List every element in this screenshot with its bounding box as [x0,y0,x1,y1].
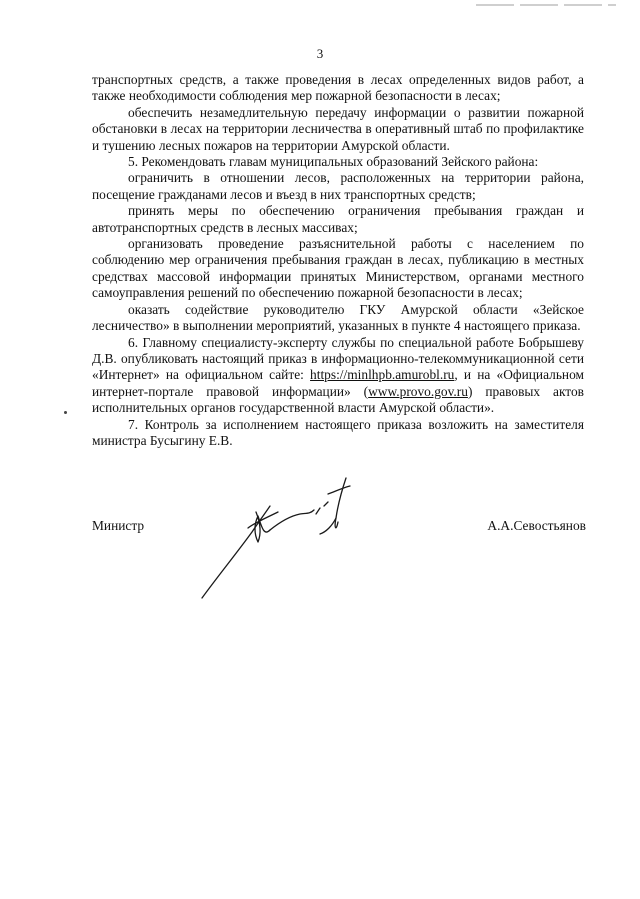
handwritten-signature [196,472,366,604]
ministry-site-link[interactable]: https://minlhpb.amurobl.ru [310,367,455,383]
item-6-text-b: , и на «Официальном интернет-портале правовой информации» ( [92,367,585,399]
paragraph-continuation: транспортных средств, а также проведения в лесах определенных видов работ, а также необходимости соблюдения мер пожарной безопасности в лесах; [92,72,584,104]
page-number: 3 [316,46,324,61]
scan-artifact [476,4,616,6]
paragraph-item-5: 5. Рекомендовать главам муниципальных образований Зейского района: [128,154,539,170]
paragraph-restrict-forests: ограничить в отношении лесов, расположенных на территории района, посещение гражданами лесов и въезд в них транспортных средств; [92,170,584,202]
signatory-name: А.А.Севостьянов [487,518,586,533]
item-6-text-c: ) правовых актов исполнительных органов государственной власти Амурской области». [92,383,584,416]
paragraph-assist: оказать содействие руководителю ГКУ Амурской области «Зейское лесничество» в выполнении мероприятий, указанных в пункте 4 настоящего приказа. [92,301,584,334]
paragraph-outreach: организовать проведение разъяснительной работы с населением по соблюдению мер ограничения пребывания граждан в лесах, публикацию в местных средствах массовой информации принятых Министерством, органами местного самоуправления решений по обеспечению пожарной безопасности в лесах; [92,236,584,301]
scan-speck [64,411,67,414]
paragraph-take-measures: принять меры по обеспечению ограничения пребывания граждан и автотранспортных средств в лесных массивах; [92,203,584,235]
paragraph-item-6 [92,335,584,417]
document-body [92,72,584,449]
paragraph-item-7: 7. Контроль за исполнением настоящего приказа возложить на заместителя министра Бусыгину Е.В. [92,416,584,448]
paragraph-info-transfer: обеспечить незамедлительную передачу информации о развитии пожарной обстановки в лесах на территории лесничества в оперативный штаб по профилактике и тушению лесных пожаров на территории Амурской области. [92,104,584,153]
signatory-title: Министр [92,518,145,533]
item-6-text-a: 6. Главному специалисту-эксперту службы по специальной работе Бобрышеву Д.В. опубликовать настоящий приказ в информационно-телекоммуникационной сети «Интернет» на официальном сайте: [92,334,584,383]
legal-portal-link[interactable]: www.provo.gov.ru [368,383,468,399]
